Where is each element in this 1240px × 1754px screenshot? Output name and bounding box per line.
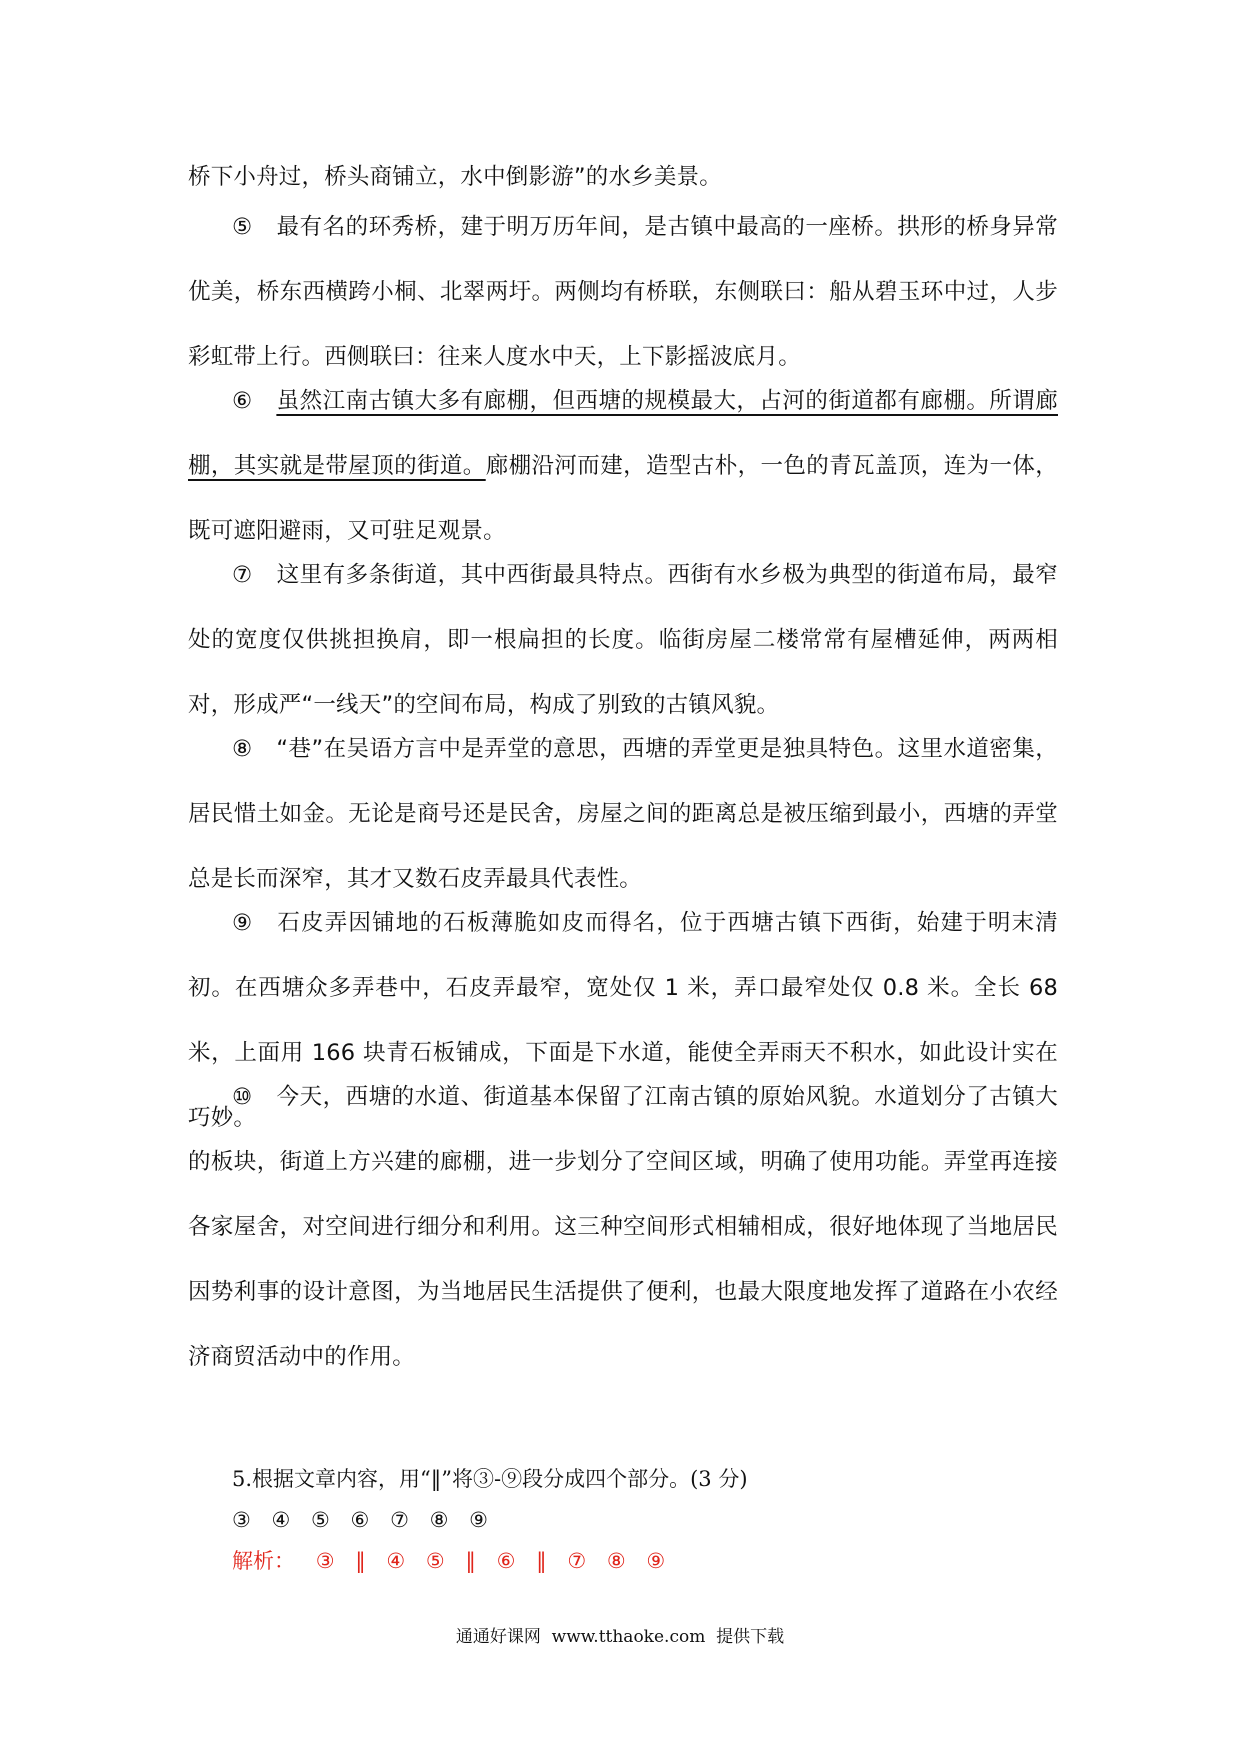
answer-token: ⑧ <box>606 1549 626 1573</box>
paragraph-text: 廊棚沿河而建，造型古朴，一色的青瓦盖顶，连为一体，既可遮阳避雨，又可驻足观景。 <box>188 453 1058 544</box>
answer-token: ④ <box>386 1549 406 1573</box>
paragraph-text: 石皮弄因铺地的石板薄脆如皮而得名，位于西塘古镇下西街，始建于明末清初。在西塘众多弄巷中，石皮弄最窄，宽处仅 1 米，弄口最窄处仅 0.8 米。全长 68 米，上面用 166 块青石板铺成，下面是下水道，能使全弄雨天不积水，如此设计实在巧妙。 <box>188 910 1058 1131</box>
footer-site-name: 通通好课网 <box>455 1627 541 1647</box>
answer-token: ⑥ <box>496 1549 516 1573</box>
answer-label: 解析： <box>232 1549 295 1573</box>
answer-analysis <box>232 1546 665 1576</box>
paragraph-number: ⑨ <box>232 910 253 936</box>
paragraph-number: ⑦ <box>232 562 253 588</box>
paragraph-8 <box>188 717 1058 912</box>
page-footer <box>0 1624 1240 1650</box>
paragraph-number: ⑥ <box>232 388 253 414</box>
paragraph-10 <box>188 1065 1058 1390</box>
option: ④ <box>271 1508 291 1532</box>
paragraph-6 <box>188 369 1058 564</box>
option: ⑥ <box>350 1508 370 1532</box>
answer-divider: ‖ <box>355 1549 366 1573</box>
footer-url[interactable]: www.tthaoke.com <box>551 1627 706 1647</box>
option: ③ <box>232 1508 251 1532</box>
question-options <box>232 1505 488 1535</box>
option: ⑤ <box>311 1508 330 1532</box>
answer-token: ⑤ <box>425 1549 445 1573</box>
answer-divider: ‖ <box>536 1549 547 1573</box>
paragraph-text: “巷”在吴语方言中是弄堂的意思，西塘的弄堂更是独具特色。这里水道密集，居民惜土如金。无论是商号还是民舍，房屋之间的距离总是被压缩到最小，西塘的弄堂总是长而深窄，其才又数石皮弄最具代表性。 <box>188 736 1058 892</box>
paragraph-number: ⑤ <box>232 214 253 240</box>
answer-token: ⑨ <box>646 1549 666 1573</box>
paragraph-5 <box>188 195 1058 390</box>
paragraph-number: ⑧ <box>232 736 253 762</box>
option: ⑧ <box>429 1508 449 1532</box>
paragraph-text: 这里有多条街道，其中西街最具特点。西街有水乡极为典型的街道布局，最窄处的宽度仅供挑担换肩，即一根扁担的长度。临街房屋二楼常常有屋槽延伸，两两相对，形成严“一线天”的空间布局，构成了别致的古镇风貌。 <box>188 562 1058 718</box>
answer-token: ③ <box>315 1549 335 1573</box>
paragraph-number: ⑩ <box>232 1084 253 1110</box>
question-prompt: 5.根据文章内容，用“‖”将③-⑨段分成四个部分。(3 分) <box>232 1467 748 1491</box>
paragraph-4-tail: 桥下小舟过，桥头商铺立，水中倒影游”的水乡美景。 <box>188 164 722 190</box>
option: ⑦ <box>390 1508 409 1532</box>
answer-token: ⑦ <box>567 1549 587 1573</box>
footer-suffix: 提供下载 <box>716 1627 785 1647</box>
paragraph-text: 最有名的环秀桥，建于明万历年间，是古镇中最高的一座桥。拱形的桥身异常优美，桥东西横跨小桐、北翠两圩。两侧均有桥联，东侧联曰：船从碧玉环中过，人步彩虹带上行。西侧联曰：往来人度水中天，上下影摇波底月。 <box>188 214 1058 370</box>
option: ⑨ <box>469 1508 488 1532</box>
paragraph-7 <box>188 543 1058 738</box>
underlined-sentence: 虽然江南古镇大多有廊棚，但西塘的规模最大，占河的街道都有廊棚。所谓廊棚，其实就是带屋顶的街道。 <box>188 388 1058 479</box>
paragraph-text: 今天，西塘的水道、街道基本保留了江南古镇的原始风貌。水道划分了古镇大的板块，街道上方兴建的廊棚，进一步划分了空间区域，明确了使用功能。弄堂再连接各家屋舍，对空间进行细分和利用。这三种空间形式相辅相成，很好地体现了当地居民因势利事的设计意图，为当地居民生活提供了便利，也最大限度地发挥了道路在小农经济商贸活动中的作用。 <box>188 1084 1058 1370</box>
answer-divider: ‖ <box>465 1549 476 1573</box>
